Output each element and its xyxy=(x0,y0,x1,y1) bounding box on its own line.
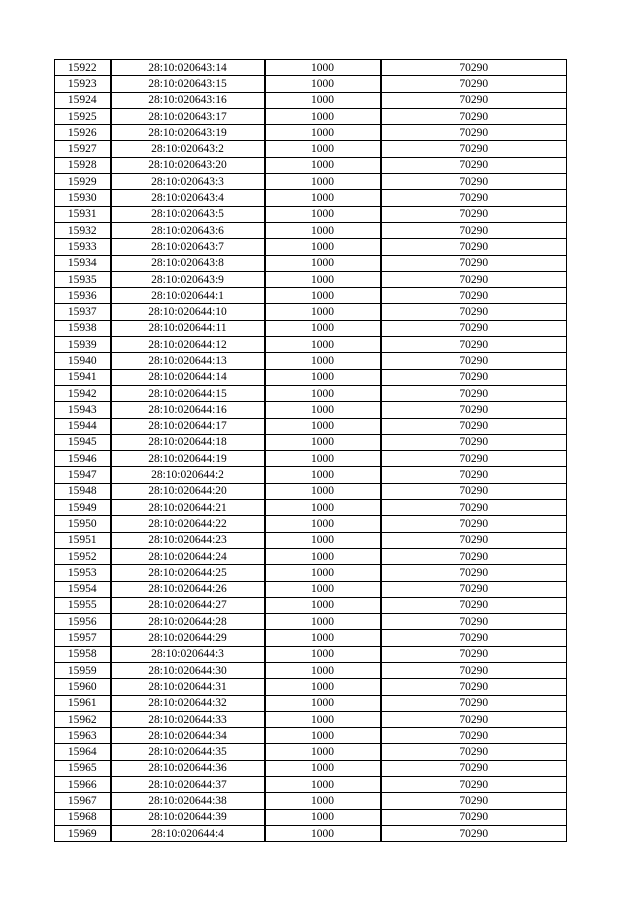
cadastral-number-cell: 28:10:020643:19 xyxy=(111,125,265,141)
row-number-cell: 15951 xyxy=(55,532,111,548)
row-number-cell: 15939 xyxy=(55,337,111,353)
row-number-cell: 15962 xyxy=(55,711,111,727)
area-cell: 1000 xyxy=(265,614,381,630)
cadastral-number-cell: 28:10:020644:4 xyxy=(111,825,265,841)
area-cell: 1000 xyxy=(265,271,381,287)
row-number-cell: 15963 xyxy=(55,728,111,744)
value-cell: 70290 xyxy=(381,744,567,760)
row-number-cell: 15949 xyxy=(55,500,111,516)
area-cell: 1000 xyxy=(265,239,381,255)
cadastral-number-cell: 28:10:020644:39 xyxy=(111,809,265,825)
area-cell: 1000 xyxy=(265,60,381,76)
value-cell: 70290 xyxy=(381,385,567,401)
area-cell: 1000 xyxy=(265,565,381,581)
cadastral-number-cell: 28:10:020644:15 xyxy=(111,385,265,401)
cadastral-number-cell: 28:10:020644:18 xyxy=(111,434,265,450)
cadastral-number-cell: 28:10:020644:34 xyxy=(111,728,265,744)
table-body xyxy=(55,60,567,842)
cadastral-number-cell: 28:10:020643:14 xyxy=(111,60,265,76)
value-cell: 70290 xyxy=(381,646,567,662)
value-cell: 70290 xyxy=(381,825,567,841)
cadastral-number-cell: 28:10:020644:26 xyxy=(111,581,265,597)
value-cell: 70290 xyxy=(381,92,567,108)
area-cell: 1000 xyxy=(265,662,381,678)
area-cell: 1000 xyxy=(265,434,381,450)
area-cell: 1000 xyxy=(265,157,381,173)
area-cell: 1000 xyxy=(265,777,381,793)
cadastral-number-cell: 28:10:020644:33 xyxy=(111,711,265,727)
value-cell: 70290 xyxy=(381,711,567,727)
value-cell: 70290 xyxy=(381,760,567,776)
table-row xyxy=(55,825,567,841)
area-cell: 1000 xyxy=(265,353,381,369)
cadastral-number-cell: 28:10:020644:12 xyxy=(111,337,265,353)
table-row xyxy=(55,434,567,450)
table-row xyxy=(55,809,567,825)
value-cell: 70290 xyxy=(381,581,567,597)
value-cell: 70290 xyxy=(381,239,567,255)
table-row xyxy=(55,728,567,744)
row-number-cell: 15936 xyxy=(55,288,111,304)
cadastral-number-cell: 28:10:020644:29 xyxy=(111,630,265,646)
table-row xyxy=(55,695,567,711)
value-cell: 70290 xyxy=(381,157,567,173)
value-cell: 70290 xyxy=(381,320,567,336)
row-number-cell: 15934 xyxy=(55,255,111,271)
value-cell: 70290 xyxy=(381,793,567,809)
cadastral-number-cell: 28:10:020644:1 xyxy=(111,288,265,304)
row-number-cell: 15922 xyxy=(55,60,111,76)
area-cell: 1000 xyxy=(265,402,381,418)
value-cell: 70290 xyxy=(381,271,567,287)
row-number-cell: 15926 xyxy=(55,125,111,141)
area-cell: 1000 xyxy=(265,597,381,613)
row-number-cell: 15927 xyxy=(55,141,111,157)
area-cell: 1000 xyxy=(265,451,381,467)
table-row xyxy=(55,125,567,141)
row-number-cell: 15935 xyxy=(55,271,111,287)
value-cell: 70290 xyxy=(381,255,567,271)
value-cell: 70290 xyxy=(381,483,567,499)
row-number-cell: 15937 xyxy=(55,304,111,320)
area-cell: 1000 xyxy=(265,679,381,695)
row-number-cell: 15965 xyxy=(55,760,111,776)
row-number-cell: 15948 xyxy=(55,483,111,499)
table-row xyxy=(55,516,567,532)
table-row xyxy=(55,483,567,499)
area-cell: 1000 xyxy=(265,744,381,760)
cadastral-number-cell: 28:10:020644:37 xyxy=(111,777,265,793)
row-number-cell: 15928 xyxy=(55,157,111,173)
cadastral-number-cell: 28:10:020644:20 xyxy=(111,483,265,499)
cadastral-number-cell: 28:10:020643:16 xyxy=(111,92,265,108)
area-cell: 1000 xyxy=(265,206,381,222)
row-number-cell: 15941 xyxy=(55,369,111,385)
value-cell: 70290 xyxy=(381,418,567,434)
area-cell: 1000 xyxy=(265,222,381,238)
row-number-cell: 15952 xyxy=(55,548,111,564)
value-cell: 70290 xyxy=(381,451,567,467)
cadastral-number-cell: 28:10:020643:7 xyxy=(111,239,265,255)
table-row xyxy=(55,760,567,776)
value-cell: 70290 xyxy=(381,76,567,92)
row-number-cell: 15957 xyxy=(55,630,111,646)
table-row xyxy=(55,206,567,222)
table-row xyxy=(55,467,567,483)
row-number-cell: 15940 xyxy=(55,353,111,369)
table-row xyxy=(55,92,567,108)
value-cell: 70290 xyxy=(381,662,567,678)
area-cell: 1000 xyxy=(265,174,381,190)
cadastral-number-cell: 28:10:020644:31 xyxy=(111,679,265,695)
cadastral-number-cell: 28:10:020644:32 xyxy=(111,695,265,711)
row-number-cell: 15932 xyxy=(55,222,111,238)
cadastral-number-cell: 28:10:020644:36 xyxy=(111,760,265,776)
value-cell: 70290 xyxy=(381,679,567,695)
table-row xyxy=(55,402,567,418)
area-cell: 1000 xyxy=(265,255,381,271)
table-row xyxy=(55,418,567,434)
cadastral-number-cell: 28:10:020644:30 xyxy=(111,662,265,678)
value-cell: 70290 xyxy=(381,337,567,353)
row-number-cell: 15956 xyxy=(55,614,111,630)
value-cell: 70290 xyxy=(381,548,567,564)
row-number-cell: 15967 xyxy=(55,793,111,809)
table-row xyxy=(55,76,567,92)
table-row xyxy=(55,239,567,255)
row-number-cell: 15955 xyxy=(55,597,111,613)
cadastral-number-cell: 28:10:020643:17 xyxy=(111,108,265,124)
cadastral-number-cell: 28:10:020644:35 xyxy=(111,744,265,760)
row-number-cell: 15929 xyxy=(55,174,111,190)
table-row xyxy=(55,630,567,646)
cadastral-number-cell: 28:10:020644:10 xyxy=(111,304,265,320)
table-row xyxy=(55,222,567,238)
land-plot-table xyxy=(54,59,567,842)
row-number-cell: 15931 xyxy=(55,206,111,222)
cadastral-number-cell: 28:10:020644:25 xyxy=(111,565,265,581)
row-number-cell: 15924 xyxy=(55,92,111,108)
row-number-cell: 15968 xyxy=(55,809,111,825)
cadastral-number-cell: 28:10:020644:2 xyxy=(111,467,265,483)
area-cell: 1000 xyxy=(265,695,381,711)
value-cell: 70290 xyxy=(381,141,567,157)
row-number-cell: 15933 xyxy=(55,239,111,255)
table-row xyxy=(55,385,567,401)
value-cell: 70290 xyxy=(381,728,567,744)
value-cell: 70290 xyxy=(381,222,567,238)
row-number-cell: 15947 xyxy=(55,467,111,483)
table-row xyxy=(55,614,567,630)
cadastral-number-cell: 28:10:020644:16 xyxy=(111,402,265,418)
row-number-cell: 15958 xyxy=(55,646,111,662)
cadastral-number-cell: 28:10:020644:24 xyxy=(111,548,265,564)
table-row xyxy=(55,662,567,678)
area-cell: 1000 xyxy=(265,825,381,841)
value-cell: 70290 xyxy=(381,467,567,483)
area-cell: 1000 xyxy=(265,125,381,141)
row-number-cell: 15938 xyxy=(55,320,111,336)
area-cell: 1000 xyxy=(265,581,381,597)
area-cell: 1000 xyxy=(265,288,381,304)
row-number-cell: 15925 xyxy=(55,108,111,124)
value-cell: 70290 xyxy=(381,630,567,646)
cadastral-number-cell: 28:10:020643:8 xyxy=(111,255,265,271)
table-row xyxy=(55,304,567,320)
table-row xyxy=(55,369,567,385)
value-cell: 70290 xyxy=(381,304,567,320)
cadastral-number-cell: 28:10:020643:5 xyxy=(111,206,265,222)
cadastral-number-cell: 28:10:020644:23 xyxy=(111,532,265,548)
area-cell: 1000 xyxy=(265,809,381,825)
table-row xyxy=(55,597,567,613)
area-cell: 1000 xyxy=(265,304,381,320)
area-cell: 1000 xyxy=(265,320,381,336)
cadastral-number-cell: 28:10:020643:9 xyxy=(111,271,265,287)
table-row xyxy=(55,337,567,353)
value-cell: 70290 xyxy=(381,369,567,385)
cadastral-number-cell: 28:10:020644:14 xyxy=(111,369,265,385)
row-number-cell: 15945 xyxy=(55,434,111,450)
value-cell: 70290 xyxy=(381,565,567,581)
value-cell: 70290 xyxy=(381,353,567,369)
cadastral-number-cell: 28:10:020644:17 xyxy=(111,418,265,434)
value-cell: 70290 xyxy=(381,125,567,141)
area-cell: 1000 xyxy=(265,646,381,662)
table-row xyxy=(55,353,567,369)
value-cell: 70290 xyxy=(381,597,567,613)
area-cell: 1000 xyxy=(265,728,381,744)
table-row xyxy=(55,744,567,760)
table-row xyxy=(55,141,567,157)
cadastral-number-cell: 28:10:020644:27 xyxy=(111,597,265,613)
row-number-cell: 15942 xyxy=(55,385,111,401)
table-row xyxy=(55,320,567,336)
cadastral-number-cell: 28:10:020643:15 xyxy=(111,76,265,92)
value-cell: 70290 xyxy=(381,402,567,418)
cadastral-number-cell: 28:10:020643:4 xyxy=(111,190,265,206)
area-cell: 1000 xyxy=(265,500,381,516)
table-row xyxy=(55,793,567,809)
cadastral-number-cell: 28:10:020644:28 xyxy=(111,614,265,630)
value-cell: 70290 xyxy=(381,809,567,825)
value-cell: 70290 xyxy=(381,174,567,190)
area-cell: 1000 xyxy=(265,385,381,401)
value-cell: 70290 xyxy=(381,532,567,548)
value-cell: 70290 xyxy=(381,500,567,516)
area-cell: 1000 xyxy=(265,337,381,353)
area-cell: 1000 xyxy=(265,92,381,108)
row-number-cell: 15953 xyxy=(55,565,111,581)
table-row xyxy=(55,500,567,516)
cadastral-number-cell: 28:10:020644:19 xyxy=(111,451,265,467)
value-cell: 70290 xyxy=(381,516,567,532)
area-cell: 1000 xyxy=(265,793,381,809)
row-number-cell: 15959 xyxy=(55,662,111,678)
area-cell: 1000 xyxy=(265,760,381,776)
area-cell: 1000 xyxy=(265,76,381,92)
row-number-cell: 15966 xyxy=(55,777,111,793)
area-cell: 1000 xyxy=(265,532,381,548)
table-row xyxy=(55,271,567,287)
row-number-cell: 15944 xyxy=(55,418,111,434)
cadastral-number-cell: 28:10:020644:11 xyxy=(111,320,265,336)
area-cell: 1000 xyxy=(265,516,381,532)
cadastral-number-cell: 28:10:020644:22 xyxy=(111,516,265,532)
cadastral-number-cell: 28:10:020644:3 xyxy=(111,646,265,662)
row-number-cell: 15946 xyxy=(55,451,111,467)
table-row xyxy=(55,777,567,793)
value-cell: 70290 xyxy=(381,777,567,793)
table-row xyxy=(55,288,567,304)
value-cell: 70290 xyxy=(381,206,567,222)
area-cell: 1000 xyxy=(265,548,381,564)
area-cell: 1000 xyxy=(265,467,381,483)
table-row xyxy=(55,679,567,695)
area-cell: 1000 xyxy=(265,630,381,646)
table-row xyxy=(55,711,567,727)
area-cell: 1000 xyxy=(265,418,381,434)
row-number-cell: 15960 xyxy=(55,679,111,695)
cadastral-number-cell: 28:10:020644:13 xyxy=(111,353,265,369)
table-row xyxy=(55,157,567,173)
row-number-cell: 15964 xyxy=(55,744,111,760)
cadastral-number-cell: 28:10:020643:3 xyxy=(111,174,265,190)
row-number-cell: 15923 xyxy=(55,76,111,92)
table-row xyxy=(55,581,567,597)
cadastral-number-cell: 28:10:020643:6 xyxy=(111,222,265,238)
cadastral-number-cell: 28:10:020643:2 xyxy=(111,141,265,157)
row-number-cell: 15943 xyxy=(55,402,111,418)
table-row xyxy=(55,532,567,548)
value-cell: 70290 xyxy=(381,695,567,711)
cadastral-number-cell: 28:10:020644:38 xyxy=(111,793,265,809)
table-row xyxy=(55,548,567,564)
row-number-cell: 15930 xyxy=(55,190,111,206)
value-cell: 70290 xyxy=(381,60,567,76)
table-row xyxy=(55,108,567,124)
table-row xyxy=(55,451,567,467)
row-number-cell: 15950 xyxy=(55,516,111,532)
area-cell: 1000 xyxy=(265,483,381,499)
value-cell: 70290 xyxy=(381,434,567,450)
row-number-cell: 15969 xyxy=(55,825,111,841)
value-cell: 70290 xyxy=(381,108,567,124)
cadastral-number-cell: 28:10:020644:21 xyxy=(111,500,265,516)
table-row xyxy=(55,190,567,206)
area-cell: 1000 xyxy=(265,141,381,157)
row-number-cell: 15954 xyxy=(55,581,111,597)
value-cell: 70290 xyxy=(381,288,567,304)
value-cell: 70290 xyxy=(381,614,567,630)
area-cell: 1000 xyxy=(265,711,381,727)
area-cell: 1000 xyxy=(265,190,381,206)
area-cell: 1000 xyxy=(265,108,381,124)
table-row xyxy=(55,255,567,271)
table-row xyxy=(55,60,567,76)
table-row xyxy=(55,565,567,581)
cadastral-number-cell: 28:10:020643:20 xyxy=(111,157,265,173)
table-row xyxy=(55,174,567,190)
value-cell: 70290 xyxy=(381,190,567,206)
row-number-cell: 15961 xyxy=(55,695,111,711)
table-row xyxy=(55,646,567,662)
area-cell: 1000 xyxy=(265,369,381,385)
